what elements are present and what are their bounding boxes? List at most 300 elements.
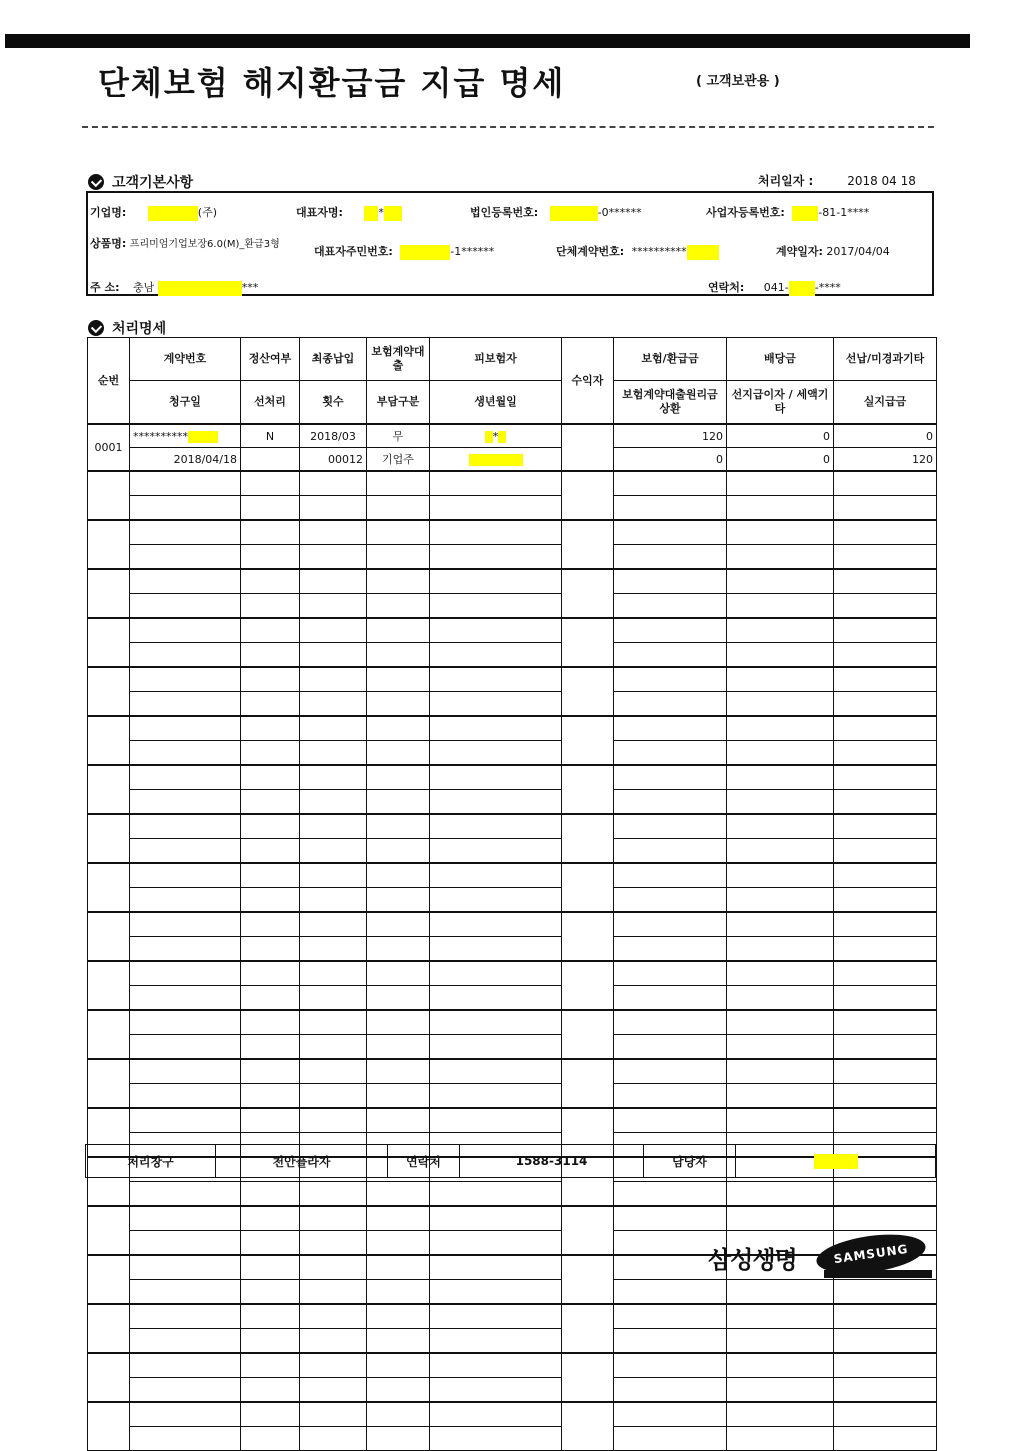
empty-cell — [834, 912, 937, 937]
empty-cell — [727, 569, 834, 594]
empty-cell — [562, 1206, 614, 1255]
empty-cell — [367, 1353, 430, 1378]
empty-cell — [300, 1255, 367, 1280]
empty-cell — [130, 814, 241, 839]
empty-cell — [367, 937, 430, 962]
empty-cell — [834, 594, 937, 619]
empty-cell — [430, 1084, 562, 1109]
row-insurance-refund: 120 — [614, 424, 727, 448]
company-field — [90, 204, 217, 221]
empty-cell — [614, 1035, 727, 1060]
empty-cell — [130, 1084, 241, 1109]
empty-cell — [614, 1182, 727, 1207]
contact-field — [708, 279, 841, 296]
empty-cell — [834, 1280, 937, 1305]
empty-cell — [130, 1206, 241, 1231]
empty-cell — [430, 692, 562, 717]
empty-cell — [367, 1084, 430, 1109]
footer-contact-label: 연락처 — [388, 1145, 460, 1178]
contract-no-mask: ********** — [133, 429, 188, 443]
header-row-1 — [88, 338, 937, 381]
empty-cell — [834, 1304, 937, 1329]
footer-contact-value: 1588-3114 — [460, 1145, 644, 1178]
top-black-bar — [5, 34, 970, 48]
table-row — [88, 1378, 937, 1403]
empty-cell — [130, 618, 241, 643]
empty-cell — [430, 1353, 562, 1378]
empty-cell — [130, 471, 241, 496]
empty-cell — [300, 545, 367, 570]
empty-cell — [367, 618, 430, 643]
empty-cell — [241, 986, 300, 1011]
rep-label: 대표자명: — [296, 206, 343, 219]
product-name: 프리미엄기업보장6.0(M)_환급3형 — [129, 239, 280, 250]
empty-cell — [300, 1059, 367, 1084]
empty-cell — [241, 1035, 300, 1060]
empty-cell — [614, 1304, 727, 1329]
rep-mask: * — [378, 206, 384, 219]
empty-cell — [727, 937, 834, 962]
table-row — [88, 594, 937, 619]
empty-cell — [430, 1035, 562, 1060]
row-last-paid: 2018/03 — [300, 424, 367, 448]
table-row — [88, 1108, 937, 1133]
table-row — [88, 790, 937, 815]
empty-cell — [430, 520, 562, 545]
company-suffix: (주) — [197, 206, 217, 219]
empty-cell — [241, 839, 300, 864]
empty-cell — [834, 790, 937, 815]
empty-cell — [834, 520, 937, 545]
footer-table — [85, 1144, 936, 1178]
empty-cell — [130, 765, 241, 790]
empty-cell — [834, 1427, 937, 1451]
empty-cell — [367, 814, 430, 839]
empty-cell — [300, 716, 367, 741]
group-no-mask: ********** — [631, 245, 687, 258]
empty-cell — [88, 1353, 130, 1402]
empty-cell — [614, 1108, 727, 1133]
row-payer-type: 기업주 — [367, 448, 430, 472]
empty-cell — [727, 471, 834, 496]
row-contract-no — [130, 424, 241, 448]
header-pre-handling: 선처리 — [241, 381, 300, 425]
empty-cell — [241, 716, 300, 741]
empty-cell — [130, 961, 241, 986]
product-label: 상품명: — [90, 237, 127, 250]
empty-cell — [834, 1329, 937, 1354]
empty-cell — [430, 618, 562, 643]
table-row — [88, 569, 937, 594]
empty-cell — [88, 1255, 130, 1304]
empty-cell — [614, 618, 727, 643]
empty-cell — [300, 594, 367, 619]
table-row — [88, 741, 937, 766]
empty-cell — [834, 643, 937, 668]
empty-cell — [834, 1402, 937, 1427]
empty-cell — [727, 986, 834, 1011]
empty-cell — [300, 1353, 367, 1378]
empty-cell — [300, 961, 367, 986]
empty-cell — [130, 569, 241, 594]
empty-cell — [300, 496, 367, 521]
empty-cell — [367, 496, 430, 521]
empty-cell — [562, 814, 614, 863]
empty-cell — [614, 790, 727, 815]
empty-cell — [614, 1353, 727, 1378]
empty-cell — [130, 1255, 241, 1280]
row-birth — [430, 448, 562, 472]
empty-cell — [727, 643, 834, 668]
empty-cell — [727, 496, 834, 521]
group-no-field — [556, 243, 719, 260]
empty-cell — [300, 790, 367, 815]
empty-cell — [300, 863, 367, 888]
empty-cell — [727, 839, 834, 864]
empty-cell — [300, 520, 367, 545]
empty-cell — [727, 888, 834, 913]
empty-cell — [614, 692, 727, 717]
empty-cell — [614, 863, 727, 888]
empty-cell — [241, 692, 300, 717]
empty-cell — [834, 618, 937, 643]
row-loan-repay: 0 — [614, 448, 727, 472]
table-row — [88, 1084, 937, 1109]
empty-cell — [130, 937, 241, 962]
empty-cell — [130, 594, 241, 619]
empty-cell — [241, 643, 300, 668]
empty-cell — [614, 1059, 727, 1084]
empty-cell — [727, 1304, 834, 1329]
empty-cell — [727, 545, 834, 570]
empty-cell — [727, 1206, 834, 1231]
empty-cell — [727, 594, 834, 619]
empty-cell — [300, 1010, 367, 1035]
empty-cell — [241, 1304, 300, 1329]
empty-cell — [300, 667, 367, 692]
row-advance-interest: 0 — [727, 448, 834, 472]
empty-cell — [430, 961, 562, 986]
empty-cell — [367, 1427, 430, 1451]
empty-cell — [241, 790, 300, 815]
empty-cell — [834, 961, 937, 986]
empty-cell — [430, 1280, 562, 1305]
empty-cell — [300, 1402, 367, 1427]
empty-cell — [727, 765, 834, 790]
empty-cell — [241, 1280, 300, 1305]
document-title: 단체보험 해지환급금 지급 명세 — [98, 64, 566, 102]
empty-cell — [834, 569, 937, 594]
header-loan: 보험계약대출 — [367, 338, 430, 381]
header-last-paid: 최종납입 — [300, 338, 367, 381]
empty-cell — [834, 986, 937, 1011]
empty-cell — [130, 1329, 241, 1354]
corp-reg-mask: -0****** — [597, 206, 642, 219]
header-settle: 정산여부 — [241, 338, 300, 381]
empty-cell — [430, 643, 562, 668]
empty-cell — [562, 1353, 614, 1402]
empty-cell — [727, 1035, 834, 1060]
empty-cell — [430, 545, 562, 570]
redaction-mark — [148, 206, 198, 221]
header-beneficiary: 수익자 — [562, 338, 614, 425]
empty-cell — [727, 618, 834, 643]
empty-cell — [300, 937, 367, 962]
company-label: 기업명: — [90, 206, 127, 219]
empty-cell — [614, 1402, 727, 1427]
empty-cell — [300, 1378, 367, 1403]
samsung-logo-text: SAMSUNG — [832, 1241, 910, 1267]
empty-cell — [834, 1010, 937, 1035]
empty-cell — [562, 1010, 614, 1059]
empty-cell — [430, 667, 562, 692]
empty-cell — [562, 716, 614, 765]
empty-cell — [367, 594, 430, 619]
empty-cell — [130, 1010, 241, 1035]
empty-cell — [614, 496, 727, 521]
table-row — [88, 643, 937, 668]
empty-cell — [727, 1378, 834, 1403]
empty-cell — [834, 471, 937, 496]
header-insurance-refund: 보험/환급금 — [614, 338, 727, 381]
empty-cell — [834, 741, 937, 766]
empty-cell — [430, 790, 562, 815]
empty-cell — [562, 912, 614, 961]
empty-cell — [241, 1084, 300, 1109]
header-payer-type: 부담구분 — [367, 381, 430, 425]
empty-cell — [88, 961, 130, 1010]
empty-cell — [130, 1280, 241, 1305]
empty-cell — [367, 1329, 430, 1354]
table-row — [88, 471, 937, 496]
empty-cell — [614, 912, 727, 937]
empty-cell — [300, 1231, 367, 1256]
empty-cell — [430, 594, 562, 619]
process-date-value: 2018 04 18 — [847, 174, 916, 188]
empty-cell — [834, 1353, 937, 1378]
empty-cell — [300, 1280, 367, 1305]
empty-cell — [367, 888, 430, 913]
rep-id-mask: -1****** — [450, 245, 495, 258]
header-insured: 피보험자 — [430, 338, 562, 381]
empty-cell — [241, 1255, 300, 1280]
empty-cell — [834, 716, 937, 741]
table-row — [88, 1402, 937, 1427]
empty-cell — [300, 618, 367, 643]
address-label: 주 소: — [90, 281, 120, 294]
empty-cell — [241, 961, 300, 986]
empty-cell — [367, 839, 430, 864]
rep-field — [296, 204, 402, 221]
empty-cell — [241, 912, 300, 937]
empty-cell — [727, 1182, 834, 1207]
empty-cell — [241, 814, 300, 839]
empty-cell — [88, 667, 130, 716]
empty-cell — [430, 765, 562, 790]
empty-cell — [241, 1329, 300, 1354]
empty-cell — [430, 863, 562, 888]
empty-cell — [430, 1329, 562, 1354]
empty-cell — [367, 471, 430, 496]
empty-cell — [300, 1108, 367, 1133]
empty-cell — [834, 1206, 937, 1231]
empty-cell — [130, 790, 241, 815]
empty-cell — [88, 1059, 130, 1108]
empty-cell — [241, 569, 300, 594]
empty-cell — [130, 741, 241, 766]
table-row — [88, 667, 937, 692]
empty-cell — [834, 1182, 937, 1207]
contact-label: 연락처: — [708, 281, 745, 294]
empty-cell — [241, 1010, 300, 1035]
empty-cell — [562, 961, 614, 1010]
empty-cell — [562, 520, 614, 569]
header-loan-repay: 보험계약대출원리금상환 — [614, 381, 727, 425]
empty-cell — [367, 765, 430, 790]
empty-cell — [430, 741, 562, 766]
empty-cell — [727, 692, 834, 717]
empty-cell — [88, 471, 130, 520]
header-advance-interest: 선지급이자 / 세액기타 — [727, 381, 834, 425]
empty-cell — [300, 741, 367, 766]
empty-cell — [88, 618, 130, 667]
table-row — [88, 716, 937, 741]
empty-cell — [130, 1304, 241, 1329]
empty-cell — [614, 594, 727, 619]
empty-cell — [367, 1402, 430, 1427]
empty-cell — [130, 545, 241, 570]
empty-cell — [241, 496, 300, 521]
table-row — [88, 1255, 937, 1280]
empty-cell — [130, 496, 241, 521]
empty-cell — [241, 471, 300, 496]
empty-cell — [614, 961, 727, 986]
row-settle: N — [241, 424, 300, 448]
empty-cell — [834, 863, 937, 888]
empty-cell — [367, 1182, 430, 1207]
row-loan: 무 — [367, 424, 430, 448]
empty-cell — [562, 863, 614, 912]
empty-cell — [614, 716, 727, 741]
empty-cell — [130, 888, 241, 913]
empty-cell — [130, 643, 241, 668]
details-section-title — [88, 318, 166, 338]
empty-cell — [367, 1035, 430, 1060]
empty-cell — [562, 618, 614, 667]
empty-cell — [300, 1304, 367, 1329]
empty-cell — [727, 1084, 834, 1109]
empty-cell — [300, 814, 367, 839]
table-row — [88, 937, 937, 962]
table-row — [88, 618, 937, 643]
empty-cell — [614, 1206, 727, 1231]
table-row — [88, 1059, 937, 1084]
table-row — [88, 814, 937, 839]
document-subtitle: ( 고객보관용 ) — [696, 74, 780, 89]
empty-cell — [367, 520, 430, 545]
empty-cell — [367, 1378, 430, 1403]
row-dividend: 0 — [727, 424, 834, 448]
row-actual-pay: 120 — [834, 448, 937, 472]
empty-cell — [241, 937, 300, 962]
table-row — [88, 912, 937, 937]
empty-cell — [88, 716, 130, 765]
row-seq: 0001 — [88, 424, 130, 471]
empty-cell — [88, 1402, 130, 1451]
empty-cell — [241, 618, 300, 643]
empty-cell — [367, 741, 430, 766]
row-pre-handling — [241, 448, 300, 472]
redaction-mark — [789, 281, 815, 296]
empty-cell — [241, 1206, 300, 1231]
empty-cell — [300, 1329, 367, 1354]
header-dividend: 배당금 — [727, 338, 834, 381]
table-row — [88, 520, 937, 545]
empty-cell — [614, 520, 727, 545]
redaction-mark — [814, 1154, 858, 1169]
empty-cell — [130, 839, 241, 864]
empty-cell — [834, 545, 937, 570]
empty-cell — [430, 814, 562, 839]
table-row — [88, 765, 937, 790]
empty-cell — [430, 1182, 562, 1207]
empty-cell — [727, 741, 834, 766]
empty-cell — [562, 1402, 614, 1451]
empty-cell — [300, 1182, 367, 1207]
contract-date-value: 2017/04/04 — [826, 245, 890, 258]
empty-cell — [727, 1353, 834, 1378]
empty-cell — [430, 912, 562, 937]
empty-cell — [130, 1231, 241, 1256]
table-row — [88, 496, 937, 521]
header-birth: 생년월일 — [430, 381, 562, 425]
empty-cell — [367, 1231, 430, 1256]
empty-cell — [614, 1084, 727, 1109]
samsung-life-logo-text: 삼성생명 — [708, 1246, 797, 1274]
empty-cell — [430, 1378, 562, 1403]
row-claim-date: 2018/04/18 — [130, 448, 241, 472]
dashed-divider — [82, 126, 934, 128]
empty-cell — [430, 1010, 562, 1035]
empty-cell — [367, 863, 430, 888]
table-row — [88, 1280, 937, 1305]
empty-cell — [727, 790, 834, 815]
empty-cell — [834, 496, 937, 521]
rep-id-field — [314, 243, 494, 260]
empty-cell — [614, 1329, 727, 1354]
header-claim-date: 청구일 — [130, 381, 241, 425]
empty-cell — [241, 545, 300, 570]
empty-cell — [367, 1255, 430, 1280]
address-field — [90, 279, 258, 296]
empty-cell — [727, 667, 834, 692]
empty-cell — [300, 1035, 367, 1060]
empty-cell — [241, 1108, 300, 1133]
empty-cell — [614, 986, 727, 1011]
empty-cell — [88, 912, 130, 961]
corp-reg-label: 법인등록번호: — [470, 206, 539, 219]
details-section-label: 처리명세 — [112, 321, 167, 337]
empty-cell — [727, 1010, 834, 1035]
empty-cell — [562, 1255, 614, 1304]
empty-cell — [430, 888, 562, 913]
empty-cell — [130, 1182, 241, 1207]
empty-cell — [562, 471, 614, 520]
table-row — [88, 1182, 937, 1207]
row-prepaid: 0 — [834, 424, 937, 448]
empty-cell — [430, 496, 562, 521]
empty-cell — [430, 716, 562, 741]
